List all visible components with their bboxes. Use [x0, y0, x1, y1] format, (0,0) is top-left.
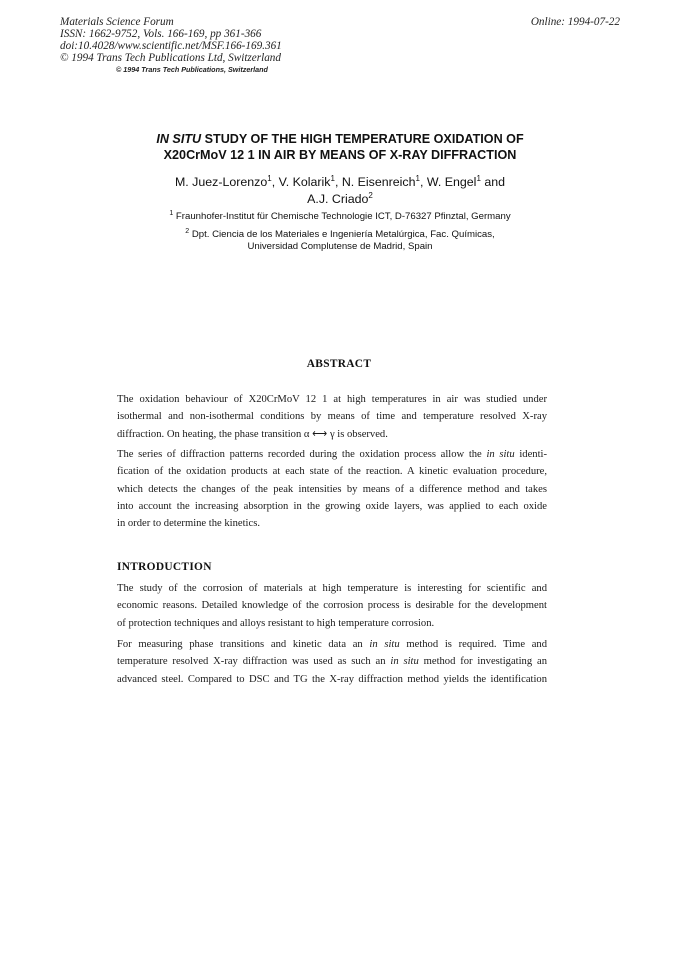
- affiliation-2-mark: 2: [185, 228, 190, 235]
- abstract-p1-line-2: isothermal and non-isothermal conditions by means of time and temperature resolved X-ray: [117, 411, 547, 423]
- abstract-p2-l1-b: identi-: [514, 449, 547, 460]
- introduction-heading: INTRODUCTION: [117, 561, 212, 573]
- author-2: , V. Kolarik: [271, 175, 331, 189]
- online-date: Online: 1994-07-22: [530, 16, 620, 28]
- affiliation-1-text: Fraunhofer-Institut für Chemische Technologie ICT, D-76327 Pfinztal, Germany: [173, 211, 511, 222]
- abstract-p2-line-2: fication of the oxidation products at each state of the reaction. A kinetic evaluation procedure,: [117, 466, 547, 478]
- abstract-p1-line-1: The oxidation behaviour of X20CrMoV 12 1 at high temperatures in air was studied under: [117, 394, 547, 405]
- title-line-1-rest: STUDY OF THE HIGH TEMPERATURE OXIDATION OF: [201, 132, 524, 146]
- intro-p2-l1-a: For measuring phase transitions and kinetic data an: [117, 639, 370, 650]
- intro-p1-line-1: The study of the corrosion of materials at high temperature is interesting for scientific and: [117, 583, 547, 594]
- authors-and: and: [480, 175, 506, 189]
- author-1: M. Juez-Lorenzo: [174, 175, 268, 189]
- title-insitu: IN SITU: [156, 132, 202, 146]
- intro-p2-l1-b: method is required. Time and: [399, 639, 548, 650]
- abstract-p2-l1-em: in situ: [486, 449, 515, 460]
- author-3: , N. Eisenreich: [334, 175, 416, 189]
- journal-name: Materials Science Forum: [60, 16, 174, 28]
- copyright-stamp: © 1994 Trans Tech Publications, Switzerland: [116, 65, 268, 74]
- intro-p2-l2-b: method for investigating an: [418, 656, 547, 668]
- affiliation-1: [100, 211, 580, 223]
- intro-paragraph-1: [117, 580, 547, 632]
- title-line-2: X20CrMoV 12 1 IN AIR BY MEANS OF X-RAY DIFFRACTION: [163, 148, 517, 162]
- intro-p2-line-1: [117, 636, 547, 653]
- abstract-p2-line-1: [117, 446, 547, 463]
- author-1-affil: 1: [267, 174, 272, 183]
- copyright-line: © 1994 Trans Tech Publications Ltd, Switzerland: [60, 52, 281, 64]
- author-2-affil: 1: [330, 174, 335, 183]
- abstract-p2-line-4: into account the increasing absorption in the growing oxide layers, was applied to each oxide: [117, 500, 547, 512]
- intro-p2-l2-a: temperature resolved X-ray diffraction was used as such an: [117, 656, 391, 668]
- author-4-affil: 1: [476, 174, 481, 183]
- issn-line: ISSN: 1662-9752, Vols. 166-169, pp 361-366: [60, 28, 262, 40]
- title-line-1: [100, 131, 580, 147]
- intro-p1-line-2: economic reasons. Detailed knowledge of the corrosion process is desirable for the development: [117, 600, 547, 612]
- intro-paragraph-2: [117, 636, 547, 688]
- intro-p2-l1-em: in situ: [369, 639, 400, 650]
- publication-info: [60, 16, 282, 64]
- author-5: A.J. Criado: [307, 192, 369, 206]
- author-4: , W. Engel: [419, 175, 477, 189]
- authors-line-1: [100, 174, 580, 191]
- abstract-paragraph-1: [117, 391, 547, 443]
- author-5-affil: 2: [368, 191, 373, 200]
- authors-line-2: [100, 191, 580, 208]
- intro-p2-l2-em: in situ: [390, 656, 419, 668]
- doi-line: doi:10.4028/www.scientific.net/MSF.166-169.361: [60, 40, 282, 52]
- affiliation-2-line-1: [100, 229, 580, 241]
- author-3-affil: 1: [415, 174, 420, 183]
- abstract-heading: ABSTRACT: [306, 358, 372, 370]
- abstract-p2-line-3: which detects the changes of the peak intensities by means of a difference method and takes: [117, 483, 547, 495]
- intro-p2-line-2: [117, 653, 547, 670]
- affiliation-1-mark: 1: [169, 210, 174, 217]
- intro-p1-line-3: of protection techniques and alloys resistant to high temperature corrosion.: [117, 617, 435, 629]
- intro-p2-line-3: advanced steel. Compared to DSC and TG the X-ray diffraction method yields the identification: [117, 673, 547, 685]
- abstract-p2-line-5: in order to determine the kinetics.: [117, 518, 260, 530]
- paper-title: [100, 131, 580, 163]
- affiliation-2-text-2: Universidad Complutense de Madrid, Spain: [247, 241, 433, 252]
- abstract-p1-line-3: diffraction. On heating, the phase transition α ⟷ γ is observed.: [117, 428, 388, 440]
- author-list: [100, 174, 580, 208]
- affiliation-2: [100, 229, 580, 253]
- affiliation-2-text-1: Dpt. Ciencia de los Materiales e Ingeniería Metalúrgica, Fac. Químicas,: [189, 229, 495, 240]
- abstract-paragraph-2: [117, 446, 547, 532]
- abstract-p2-l1-a: The series of diffraction patterns recorded during the oxidation process allow the: [117, 449, 487, 460]
